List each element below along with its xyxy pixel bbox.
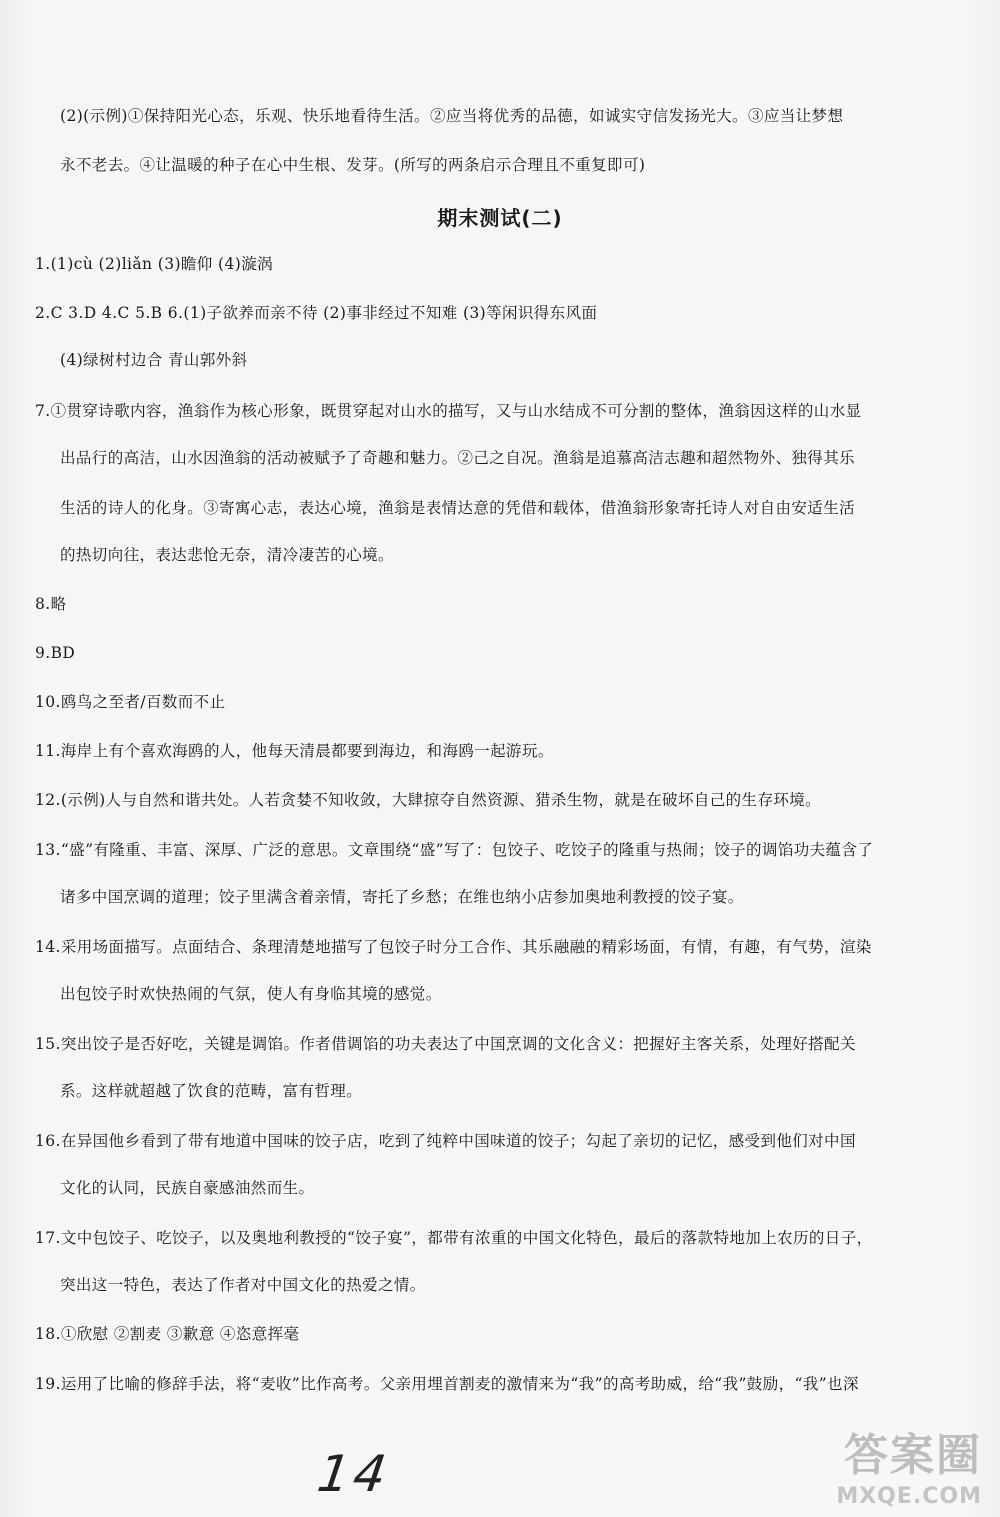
answer-line: 突出这一特色，表达了作者对中国文化的热爱之情。	[60, 1276, 426, 1294]
answer-line: 2.C 3.D 4.C 5.B 6.(1)子欲养而亲不待 (2)事非经过不知难 (3)等闲识得东风面	[35, 304, 598, 322]
answer-line: 诸多中国烹调的道理；饺子里满含着亲情，寄托了乡愁；在维也纳小店参加奥地利教授的饺子宴。	[60, 888, 744, 906]
answer-line: 的热切向往，表达悲怆无奈，清冷凄苦的心境。	[60, 546, 394, 564]
answer-line: 13.“盛”有隆重、丰富、深厚、广泛的意思。文章围绕“盛”写了：包饺子、吃饺子的隆重与热闹；饺子的调馅功夫蕴含了	[35, 841, 874, 859]
answer-line: 生活的诗人的化身。③寄寓心志，表达心境，渔翁是表情达意的凭借和载体，借渔翁形象寄托诗人对自由安适生活	[60, 499, 856, 517]
answer-line: 17.文中包饺子、吃饺子，以及奥地利教授的“饺子宴”，都带有浓重的中国文化特色，最后的落款特地加上农历的日子，	[35, 1229, 873, 1247]
answer-line: 11.海岸上有个喜欢海鸥的人，他每天清晨都要到海边，和海鸥一起游玩。	[35, 742, 554, 760]
answer-line: 12.(示例)人与自然和谐共处。人若贪婪不知收敛，大肆掠夺自然资源、猎杀生物，就是在破坏自己的生存环境。	[35, 791, 822, 809]
site-watermark	[822, 1419, 982, 1509]
watermark-logo-text: 答案圈	[844, 1430, 982, 1481]
section-title: 期末测试(二)	[437, 206, 563, 230]
answer-line: (4)绿树村边合 青山郭外斜	[60, 351, 248, 369]
answer-line: (2)(示例)①保持阳光心态，乐观、快乐地看待生活。②应当将优秀的品德，如诚实守信发扬光大。③应当让梦想	[60, 107, 844, 125]
answer-line: 1.(1)cù (2)liǎn (3)瞻仰 (4)漩涡	[35, 255, 273, 273]
answer-line: 系。这样就超越了饮食的范畴，富有哲理。	[60, 1082, 363, 1100]
answer-line: 19.运用了比喻的修辞手法，将“麦收”比作高考。父亲用埋首割麦的激情来为“我”的高考助威，给“我”鼓励，“我”也深	[35, 1375, 859, 1393]
answer-line: 9.BD	[35, 644, 76, 662]
answer-line: 18.①欣慰 ②割麦 ③歉意 ④恣意挥毫	[35, 1325, 300, 1343]
answer-line: 出品行的高洁，山水因渔翁的活动被赋予了奇趣和魅力。②己之自况。渔翁是追慕高洁志趣和超然物外、独得其乐	[60, 449, 856, 467]
handwritten-page-number: 14	[313, 1445, 394, 1503]
answer-line: 永不老去。④让温暖的种子在心中生根、发芽。(所写的两条启示合理且不重复即可)	[60, 156, 646, 174]
answer-line: 8.略	[35, 595, 67, 613]
answer-line: 15.突出饺子是否好吃，关键是调馅。作者借调馅的功夫表达了中国烹调的文化含义：把握好主客关系，处理好搭配关	[35, 1035, 856, 1053]
answer-line: 14.采用场面描写。点面结合、条理清楚地描写了包饺子时分工合作、其乐融融的精彩场面，有情，有趣，有气势，渲染	[35, 938, 872, 956]
answer-line: 文化的认同，民族自豪感油然而生。	[60, 1179, 315, 1197]
answer-line: 16.在异国他乡看到了带有地道中国味的饺子店，吃到了纯粹中国味道的饺子；勾起了亲切的记忆，感受到他们对中国	[35, 1132, 856, 1150]
answer-line: 10.鸥鸟之至者/百数而不止	[35, 693, 226, 711]
answer-line: 出包饺子时欢快热闹的气氛，使人有身临其境的感觉。	[60, 985, 442, 1003]
answer-line: 7.①贯穿诗歌内容，渔翁作为核心形象，既贯穿起对山水的描写，又与山水结成不可分割的整体，渔翁因这样的山水显	[35, 402, 862, 420]
watermark-url: MXQE.COM	[836, 1484, 982, 1509]
